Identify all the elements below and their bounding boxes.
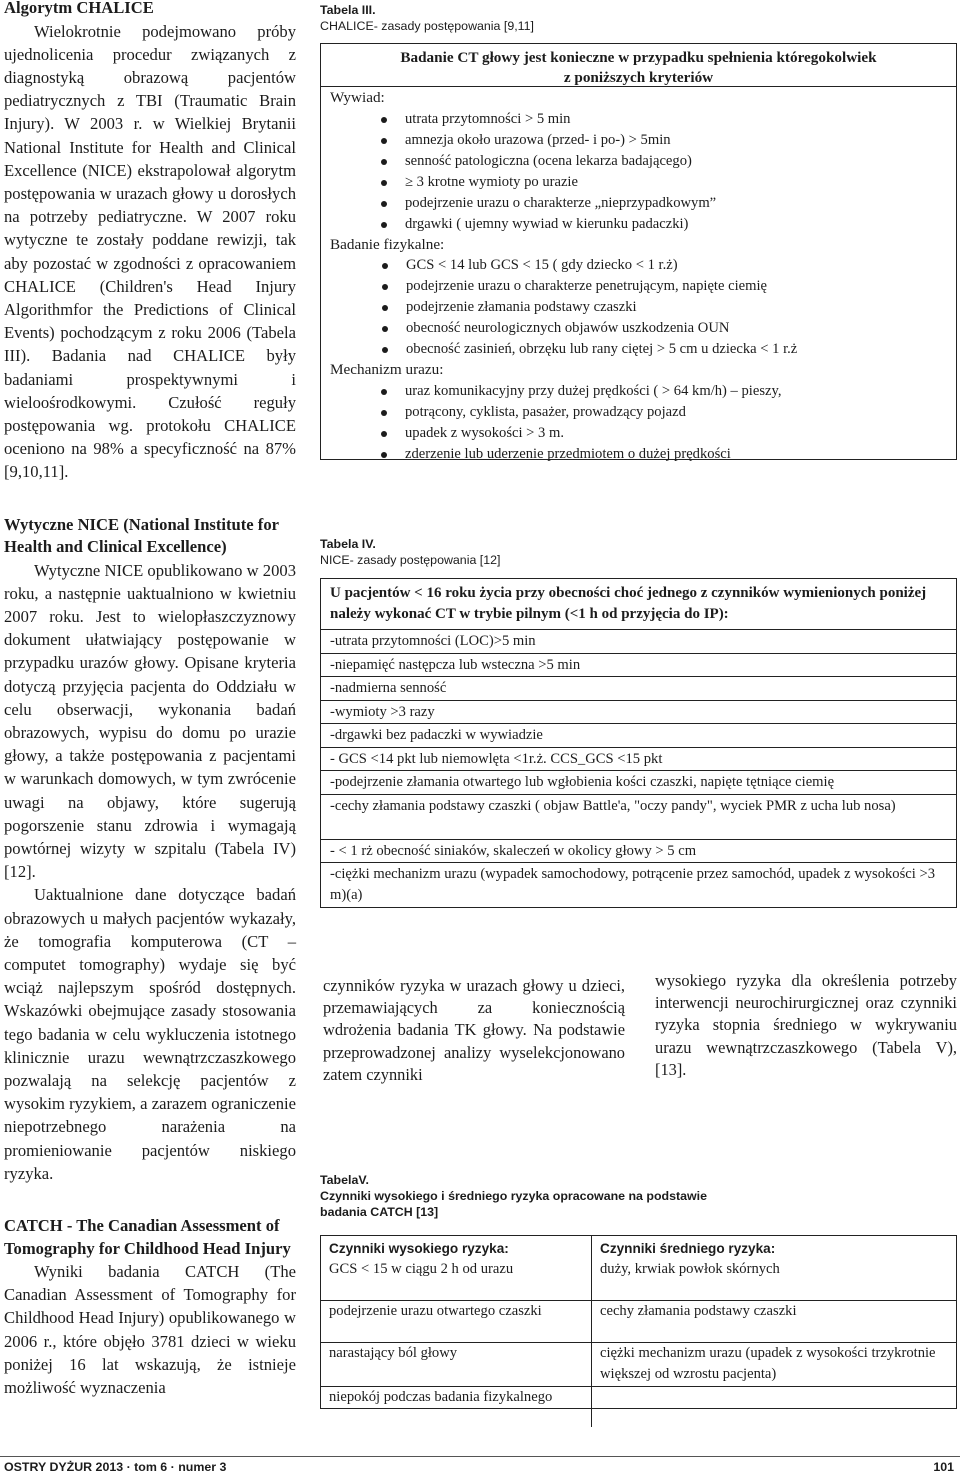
paragraph-nice-2: Uaktualnione dane dotyczące badań obrazowych u małych pacjentów wykazały, że tomografia komputerowa (CT – computet tomography) wydaje się być wciąż najlepszym spośród dostępnych. Wskazówki obejmujące zasady stosowania tego badania w celu wykluczenia istotnego klinicznie urazu wewnątrzczaszkowego pozwalają na selekcję pacjentów z wysokim ryzykiem, a zarazem ograniczenie niepotrzebnego narażenia na promieniowanie pacjentów niskiego ryzyka.	[4, 885, 296, 1183]
table-row: -nadmierna senność	[321, 677, 956, 701]
list-item: zderzenie lub uderzenie przedmiotem o dużej prędkości	[405, 444, 956, 465]
table3-caption	[320, 2, 957, 34]
table-row: -drgawki bez padaczki w wywiadzie	[321, 724, 956, 748]
middle-text-col2: wysokiego ryzyka dla określenia potrzeby interwencji neurochirurgicznej oraz czynniki ryzyka stopnia średniego w wykrywaniu urazu wewnątrzczaszkowego (Tabela V), [13].	[655, 971, 957, 1079]
table3-header-line2: z poniższych kryteriów	[563, 68, 714, 86]
table-cell: GCS < 15 w ciągu 2 h od urazu	[329, 1261, 514, 1277]
table5-label: TabelaV.	[320, 1173, 369, 1187]
table-cell	[592, 1387, 956, 1427]
paragraph-nice-1: Wytyczne NICE opublikowano w 2003 roku, a następnie uaktualniono w kwietniu 2007 roku. Jest to wielopłaszczyznowy dokument ułatwiający postępowanie w przypadku urazów głowy. Opisane kryteria dotyczą przyjęcia pacjenta do Oddziału w celu obserwacji, wykonania badań obrazowych, wypisu do domu po urazie głowy, a także postępowania z pacjentami w warunkach domowych, w tym zwrócenie uwagi na objawy, które sugerują pogorszenie stanu zdrowia i wymagają powtórnej wizyty w szpitalu (Tabela IV) [12].	[4, 560, 296, 882]
table3-title: CHALICE- zasady postępowania [9,11]	[320, 19, 534, 33]
list-item: obecność zasinień, obrzęku lub rany ciętej > 5 cm u dziecka < 1 r.ż	[406, 339, 956, 360]
table3-section-title: Badanie fizykalne:	[330, 235, 445, 253]
footer-journal: OSTRY DYŻUR 2013 · tom 6 · numer 3	[4, 1460, 227, 1474]
table-row: - GCS <14 pkt lub niemowlęta <1r.ż. CCS_GCS <15 pkt	[321, 748, 956, 772]
list-item: upadek z wysokości > 3 m.	[405, 423, 956, 444]
page-number: 101	[933, 1460, 954, 1474]
table-row: -niepamięć następcza lub wsteczna >5 min	[321, 654, 956, 678]
list-item: uraz komunikacyjny przy dużej prędkości ( > 64 km/h) – pieszy,	[405, 381, 956, 402]
table-cell: duży, krwiak powłok skórnych	[600, 1261, 780, 1277]
table-row	[321, 1343, 956, 1387]
table5-col-mid-header: Czynniki średniego ryzyka:	[600, 1241, 776, 1256]
table3-header-line1: Badanie CT głowy jest konieczne w przypadku spełnienia któregokolwiek	[400, 49, 877, 66]
left-column	[4, 0, 296, 1399]
table5	[320, 1235, 957, 1409]
table5-column	[321, 1236, 592, 1300]
list-item: senność patologiczna (ocena lekarza badającego)	[405, 151, 956, 172]
table-cell: narastający ból głowy	[321, 1343, 592, 1386]
list-item: podejrzenie urazu o charakterze penetrującym, napięte ciemię	[406, 276, 956, 297]
table-row	[321, 1301, 956, 1343]
list-item: podejrzenie złamania podstawy czaszki	[406, 297, 956, 318]
table-row	[321, 1387, 956, 1427]
table3-section-list	[321, 255, 956, 360]
table-row: -utrata przytomności (LOC)>5 min	[321, 630, 956, 654]
section-heading-nice: Wytyczne NICE (National Institute for Health and Clinical Excellence)	[4, 514, 279, 557]
table-row: - < 1 rż obecność siniaków, skaleczeń w okolicy głowy > 5 cm	[321, 840, 956, 864]
paragraph-chalice: Wielokrotnie podejmowano próby ujednolicenia procedur związanych z diagnostyką obrazową pacjentów pediatrycznych z TBI (Traumatic Brain Injury). W 2003 r. w Wielkiej Brytanii National Institute for Health and Clinical Excellence (NICE) ekstrapolował algorytm postępowania w urazach głowy u dorosłych na potrzeby pediatryczne. W 2007 roku wytyczne te zostały poddane rewizji, tak aby pozostać w zgodności z opracowaniem CHALICE (Children's Head Injury Algorithmfor the Predictions of Clinical Events) pochodzącym z roku 2006 (Tabela III). Badania nad CHALICE były badaniami prospektywnymi i wieloośrodkowymi. Czułość reguły postępowania wg. protokołu CHALICE oceniono na 98% a specyficzność na 87% [9,10,11].	[4, 21, 296, 482]
list-item: utrata przytomności > 5 min	[405, 109, 956, 130]
table-row: -cechy złamania podstawy czaszki ( objaw Battle'a, "oczy pandy", wyciek PMR z ucha lub nosa)	[321, 795, 956, 840]
list-item: obecność neurologicznych objawów uszkodzenia OUN	[406, 318, 956, 339]
table3	[320, 43, 957, 460]
footer-divider	[0, 1456, 960, 1457]
table3-section-title: Mechanizm urazu:	[330, 361, 444, 378]
table4-caption	[320, 536, 957, 568]
table3-section-title: Wywiad:	[330, 89, 385, 106]
table3-section-list	[321, 381, 956, 465]
table-cell: podejrzenie urazu otwartego czaszki	[321, 1301, 592, 1342]
table3-label: Tabela III.	[320, 3, 376, 17]
table3-section-list	[321, 109, 956, 235]
middle-text-col1: czynników ryzyka w urazach głowy u dzieci, przemawiających za koniecznością wdrożenia badania TK głowy. Na podstawie przeprowadzonej analizy wyselekcjonowano zatem czynniki	[323, 976, 625, 1084]
table4-header: U pacjentów < 16 roku życia przy obecności choć jednego z czynników wymienionych poniżej należy wykonać CT w trybie pilnym (<1 h od przyjęcia do IP):	[321, 579, 956, 630]
list-item: drgawki ( ujemny wywiad w kierunku padaczki)	[405, 214, 956, 235]
table3-header	[321, 44, 956, 87]
table5-col-high-header: Czynniki wysokiego ryzyka:	[329, 1241, 509, 1256]
section-heading-chalice: Algorytm CHALICE	[4, 0, 154, 17]
table5-column	[592, 1236, 956, 1300]
table-cell: ciężki mechanizm urazu (upadek z wysokości trzykrotnie większej od wzrostu pacjenta)	[600, 1345, 936, 1382]
list-item: podejrzenie urazu o charakterze „nieprzypadkowym”	[405, 193, 956, 214]
list-item: GCS < 14 lub GCS < 15 ( gdy dziecko < 1 r.ż)	[406, 255, 956, 276]
section-heading-catch: CATCH - The Canadian Assessment of Tomography for Childhood Head Injury	[4, 1216, 291, 1258]
list-item: potrącony, cyklista, pasażer, prowadzący pojazd	[405, 402, 956, 423]
table-row: -ciężki mechanizm urazu (wypadek samochodowy, potrącenie przez samochód, upadek z wysokości >3 m)(a)	[330, 866, 935, 903]
table4-label: Tabela IV.	[320, 537, 376, 551]
paragraph-catch: Wyniki badania CATCH (The Canadian Assessment of Tomography for Childhood Head Injury) opublikowanego w 2006 r., które objęło 3781 dzieci w wieku poniżej 16 lat wskazują, że istnieje możliwość wyznaczenia	[4, 1262, 296, 1398]
table5-caption	[320, 1172, 957, 1220]
table-cell: cechy złamania podstawy czaszki	[600, 1303, 797, 1319]
list-item: ≥ 3 krotne wymioty po urazie	[405, 172, 956, 193]
table-cell: niepokój podczas badania fizykalnego	[321, 1387, 592, 1427]
table-row: -podejrzenie złamania otwartego lub wgłobienia kości czaszki, napięte tętniące ciemię	[321, 771, 956, 795]
table-row: -wymioty >3 razy	[321, 701, 956, 725]
table4	[320, 578, 957, 908]
table5-title-line2: badania CATCH [13]	[320, 1205, 439, 1219]
table-row	[321, 1236, 956, 1301]
table4-title: NICE- zasady postępowania [12]	[320, 553, 501, 567]
list-item: amnezja około urazowa (przed- i po-) > 5min	[405, 130, 956, 151]
table5-title-line1: Czynniki wysokiego i średniego ryzyka opracowane na podstawie	[320, 1189, 707, 1203]
